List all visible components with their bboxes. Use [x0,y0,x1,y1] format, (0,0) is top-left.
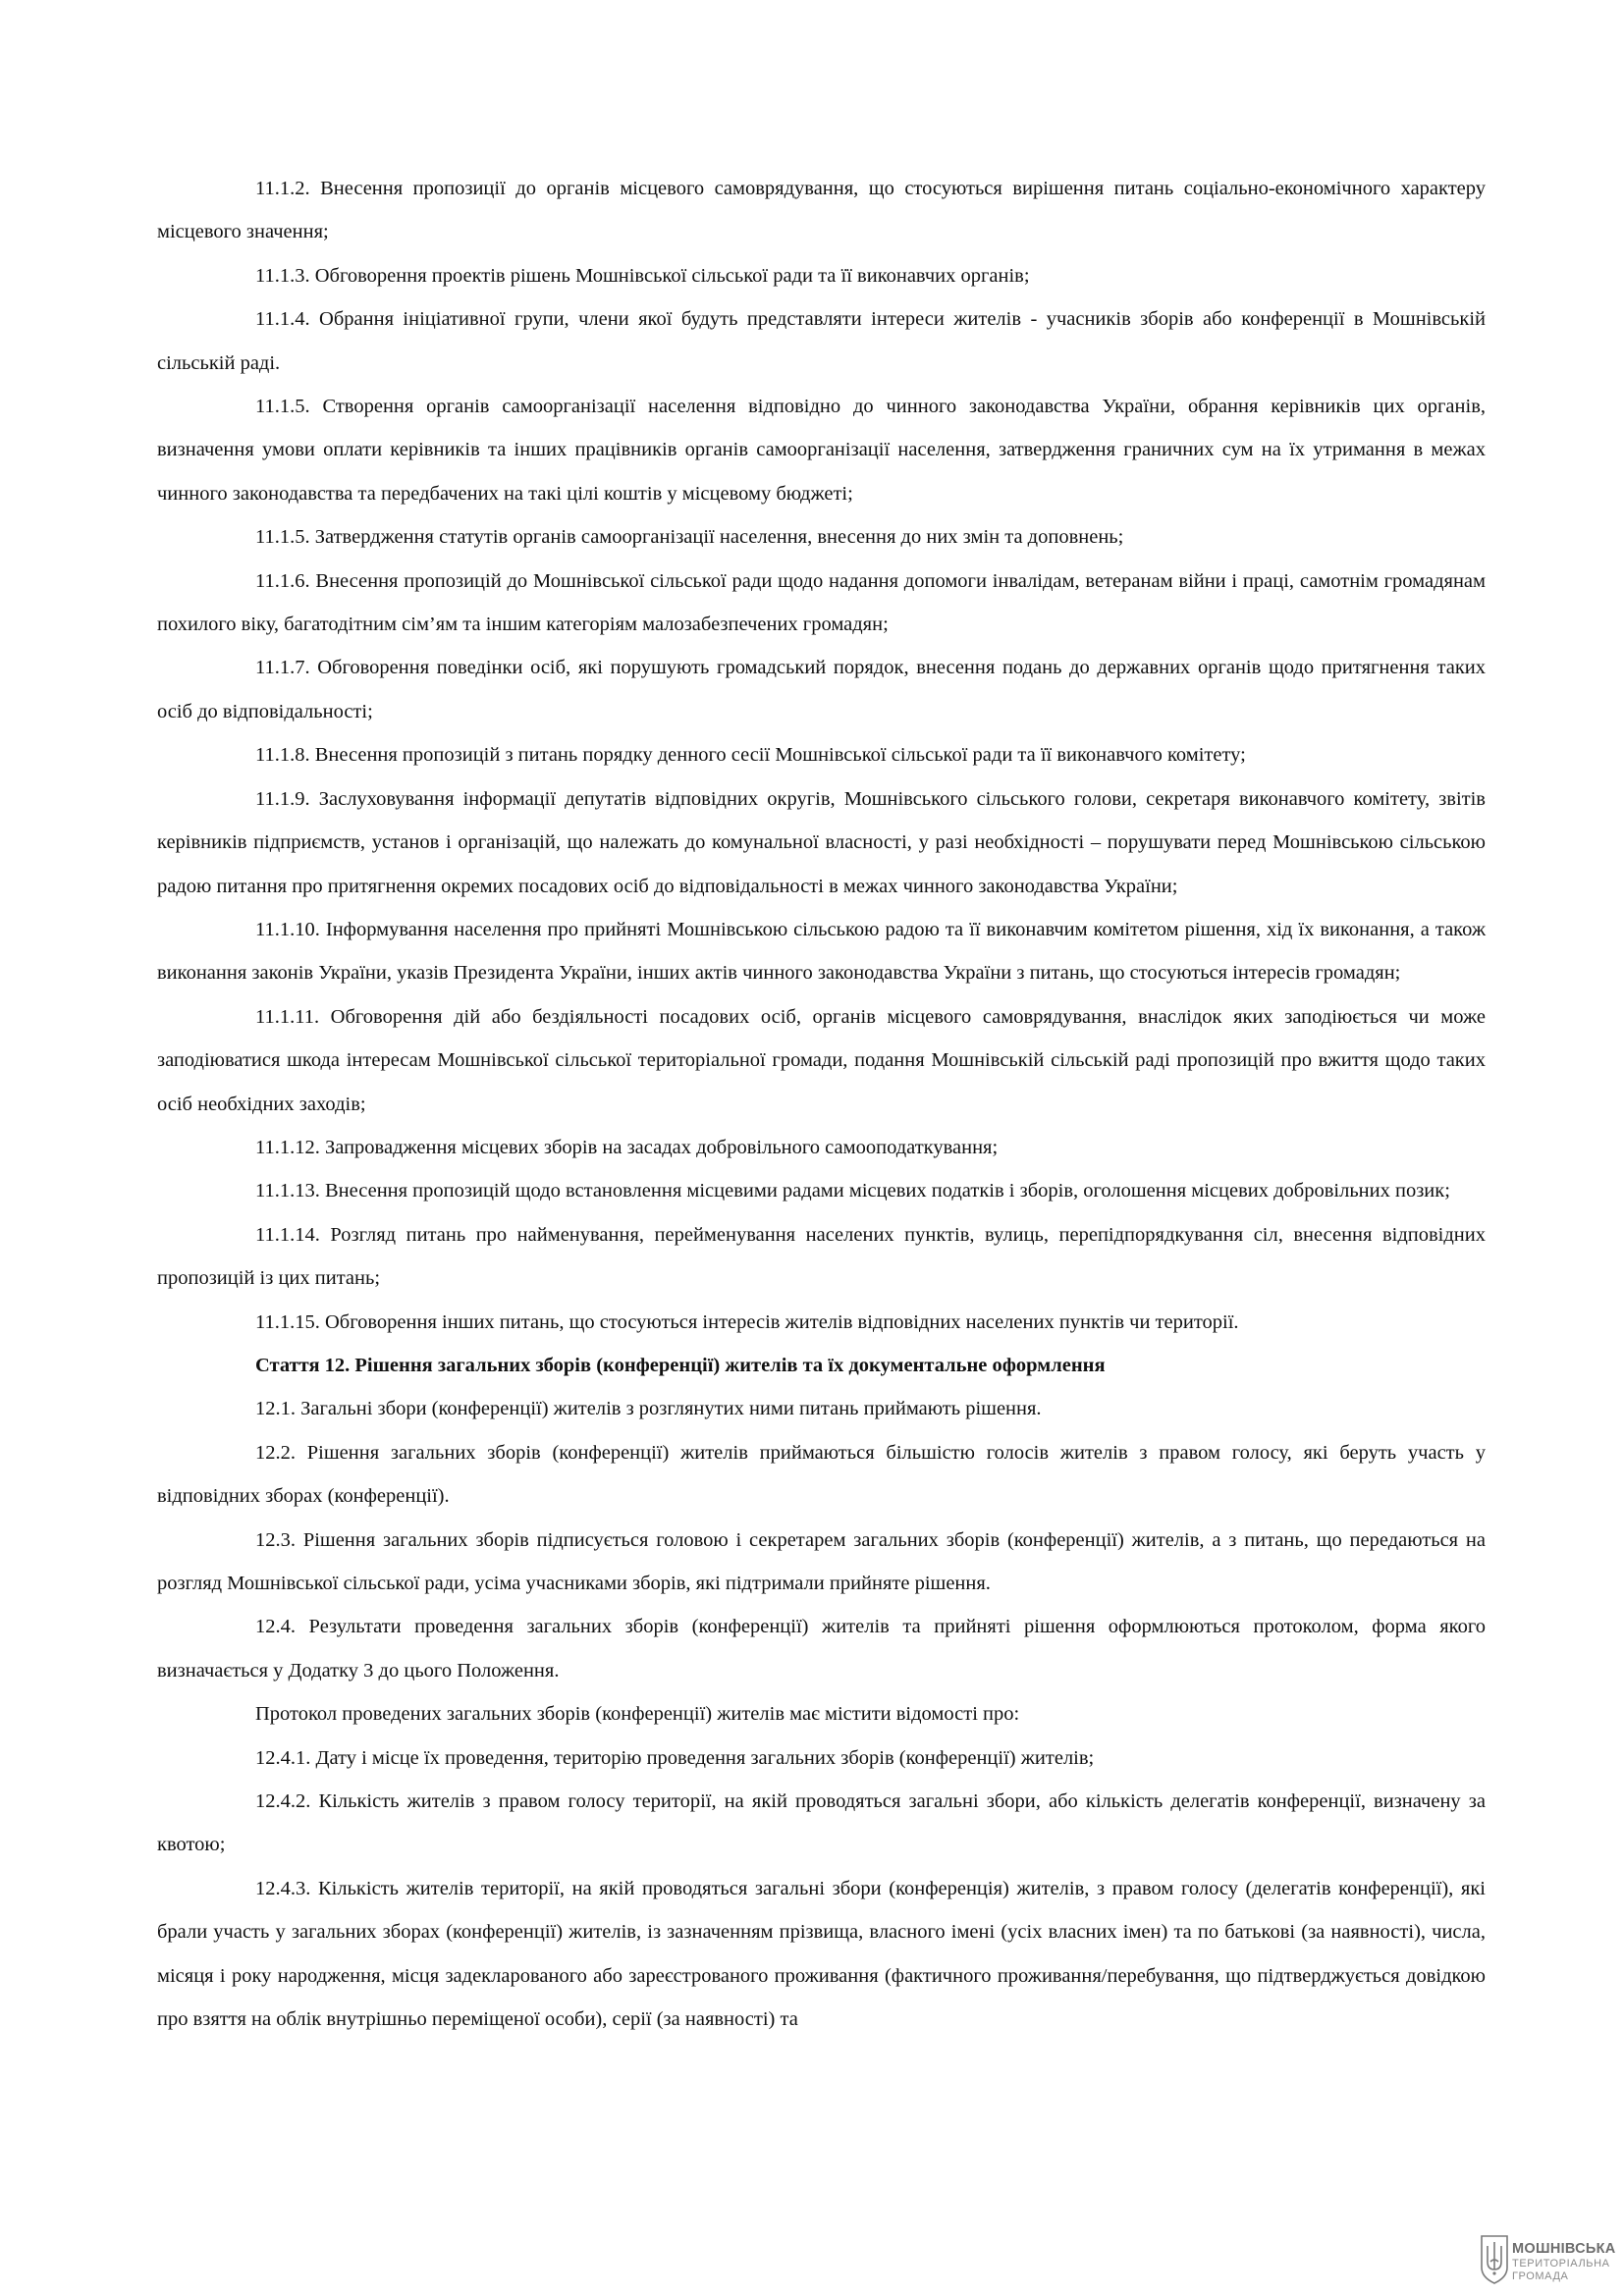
paragraph: 11.1.10. Інформування населення про прийняті Мошнівською сільською радою та її виконавчим комітетом рішення, хід їх виконання, а також виконання законів України, указів Президента України, інших актів чинного законодавства України з питань, що стосуються інтересів громадян; [157,918,1486,985]
article-heading: Стаття 12. Рішення загальних зборів (конференції) жителів та їх документальне оформлення [255,1354,1106,1376]
paragraph: 11.1.3. Обговорення проектів рішень Мошнівської сільської ради та її виконавчих органів; [255,264,1030,287]
document-body [157,167,1486,2041]
paragraph: 11.1.15. Обговорення інших питань, що стосуються інтересів жителів відповідних населених пунктів чи території. [255,1310,1239,1333]
paragraph: 11.1.5. Створення органів самоорганізації населення відповідно до чинного законодавства України, обрання керівників цих органів, визначення умови оплати керівників та інших працівників органів самоорганізації населення, затвердження граничних сум на їх утримання в межах чинного законодавства та передбачених на такі цілі коштів у місцевому бюджеті; [157,396,1486,505]
paragraph: 11.1.12. Запровадження місцевих зборів на засадах добровільного самооподаткування; [255,1136,999,1158]
paragraph: 11.1.2. Внесення пропозиції до органів місцевого самоврядування, що стосуються вирішення питань соціально-економічного характеру місцевого значення; [157,178,1486,243]
paragraph: 11.1.11. Обговорення дій або бездіяльності посадових осіб, органів місцевого самоврядування, внаслідок яких заподіюється чи може заподіюватися шкода інтересам Мошнівської сільської територіальної громади, подання Мошнівській сільській раді пропозицій про вжиття щодо таких осіб необхідних заходів; [157,1005,1486,1115]
paragraph: 12.4.3. Кількість жителів території, на якій проводяться загальні збори (конференція) жителів, з правом голосу (делегатів конференції), які брали участь у загальних зборах (конференції) жителів, із зазначенням прізвища, власного імені (усіх власних імен) та по батькові (за наявності), числа, місяця і року народження, місця задекларованого або зареєстрованого проживання (фактичного проживання/перебування, що підтверджується довідкою про взяття на облік внутрішньо переміщеної особи), серії (за наявності) та [157,1877,1486,2031]
paragraph: 11.1.13. Внесення пропозицій щодо встановлення місцевими радами місцевих податків і зборів, оголошення місцевих добровільних позик; [255,1180,1450,1202]
logo-subtitle: ТЕРИТОРІАЛЬНА [1512,2257,1610,2269]
paragraph: 12.4. Результати проведення загальних зборів (конференції) жителів та прийняті рішення оформлюються протоколом, форма якого визначається у Додатку 3 до цього Положення. [157,1616,1486,1682]
paragraph: 12.1. Загальні збори (конференції) жителів з розглянутих ними питань приймають рішення. [255,1398,1042,1420]
paragraph: 12.4.2. Кількість жителів з правом голосу території, на якій проводяться загальні збори, або кількість делегатів конференції, визначену за квотою; [157,1790,1486,1856]
paragraph: 11.1.8. Внесення пропозицій з питань порядку денного сесії Мошнівської сільської ради та її виконавчого комітету; [255,744,1246,767]
logo-title: МОШНІВСЬКА [1512,2241,1616,2257]
community-logo [1480,2232,1617,2291]
paragraph: 12.2. Рішення загальних зборів (конференції) жителів приймаються більшістю голосів жителів з правом голосу, які беруть участь у відповідних зборах (конференції). [157,1441,1486,1508]
logo-subtitle-2: ГРОМАДА [1512,2269,1569,2282]
paragraph: 11.1.5. Затвердження статутів органів самоорганізації населення, внесення до них змін та доповнень; [255,526,1124,549]
paragraph: Протокол проведених загальних зборів (конференції) жителів має містити відомості про: [255,1703,1020,1726]
paragraph: 11.1.6. Внесення пропозицій до Мошнівської сільської ради щодо надання допомоги інвалідам, ветеранам війни і праці, самотнім громадянам похилого віку, багатодітним сім’ям та іншим категоріям малозабезпечених громадян; [157,569,1486,636]
paragraph: 12.4.1. Дату і місце їх проведення, територію проведення загальних зборів (конференції) жителів; [255,1746,1095,1769]
paragraph: 11.1.4. Обрання ініціативної групи, члени якої будуть представляти інтереси жителів - учасників зборів або конференції в Мошнівській сільській раді. [157,308,1486,374]
paragraph: 12.3. Рішення загальних зборів підписується головою і секретарем загальних зборів (конференції) жителів, а з питань, що передаються на розгляд Мошнівської сільської ради, усіма учасниками зборів, які підтримали прийняте рішення. [157,1528,1486,1594]
paragraph: 11.1.14. Розгляд питань про найменування, перейменування населених пунктів, вулиць, перепідпорядкування сіл, внесення відповідних пропозицій із цих питань; [157,1223,1486,1290]
trident-icon [1480,2232,1509,2285]
paragraph: 11.1.7. Обговорення поведінки осіб, які порушують громадський порядок, внесення подань до державних органів щодо притягнення таких осіб до відповідальності; [157,657,1486,722]
logo-text [1512,2232,1616,2282]
paragraph: 11.1.9. Заслуховування інформації депутатів відповідних округів, Мошнівського сільського голови, секретаря виконавчого комітету, звітів керівників підприємств, установ і організацій, що належать до комунальної власності, у разі необхідності – порушувати перед Мошнівською сільською радою питання про притягнення окремих посадових осіб до відповідальності в межах чинного законодавства України; [157,787,1486,897]
